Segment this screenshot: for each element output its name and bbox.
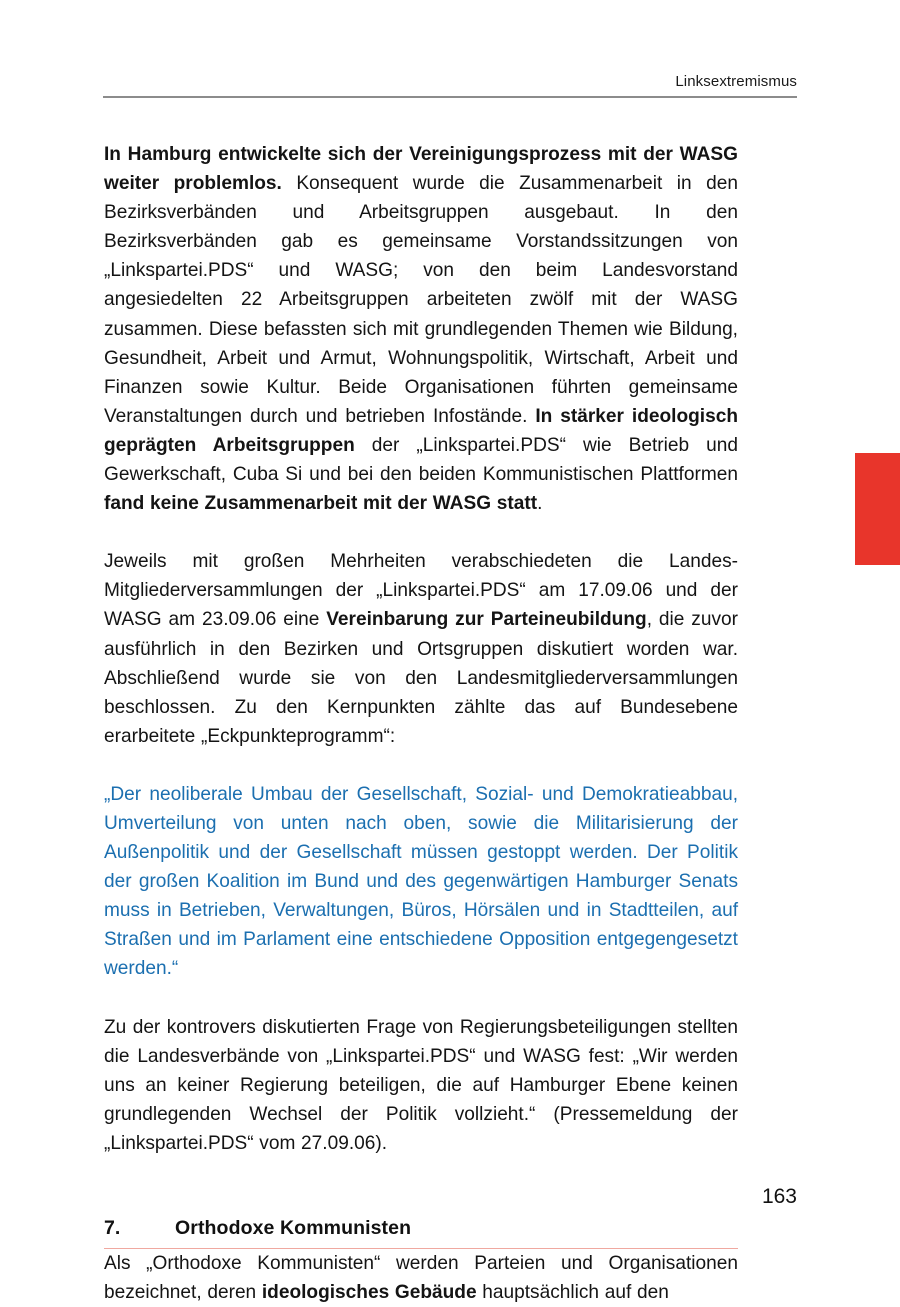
para4-bold-b: ideologisches Gebäude — [261, 1282, 477, 1304]
section-title: Orthodoxe Kommunisten — [175, 1217, 412, 1239]
para2-bold-b: Vereinbarung zur Parteineubildung — [326, 609, 647, 631]
paragraph-orthodoxe-definition — [104, 1249, 738, 1307]
para2-run-a: Jeweils mit großen Mehrheiten verabschiedeten die Landes-Mitgliederversammlungen der „Linkspartei.PDS“ am 17.09.06 und der WASG am 23.09.06 eine — [104, 551, 738, 631]
paragraph-parteineubildung — [104, 547, 738, 751]
section-tab-marker — [855, 453, 900, 565]
lead-bold-run: In Hamburg entwickelte sich der Vereinigungsprozess mit der WASG weiter problemlos. — [104, 144, 738, 195]
paragraph-vereinigungsprozess — [104, 140, 738, 518]
para4-run-c: hauptsächlich auf den — [476, 1282, 669, 1304]
para2-run-c: , die zuvor ausführlich in den Bezirken und Ortsgruppen diskutiert worden war. Abschließend wurde sie von den Landesmitgliederversammlungen beschlossen. Zu den Kernpunkten zählte das auf Bundesebene erarbeitete „Eckpunkteprogramm“: — [104, 609, 738, 747]
blockquote-eckpunkteprogramm: „Der neoliberale Umbau der Gesellschaft, Sozial- und Demokratieabbau, Umverteilung von unten nach oben, sowie die Militarisierung der Außenpolitik und der Gesellschaft müssen gestoppt werden. Der Politik der großen Koalition im Bund und des gegenwärtigen Hamburger Senats muss in Betrieben, Verwaltungen, Büros, Hörsälen und in Stadtteilen, auf Straßen und im Parlament eine entschiedene Opposition entgegengesetzt werden.“ — [104, 783, 738, 980]
para1-run-a: Konsequent wurde die Zusammenarbeit in den Bezirksverbänden und Arbeitsgruppen ausgebaut. In den Bezirksverbänden gab es gemeinsame Vorstandssitzungen von „Linkspartei.PDS“ und WASG; von den beim Landesvorstand angesiedelten 22 Arbeitsgruppen arbeiteten zwölf mit der WASG zusammen. Diese befassten sich mit grundlegenden Themen wie Bildung, Gesundheit, Arbeit und Armut, Wohnungspolitik, Wirtschaft, Arbeit und Finanzen sowie Kultur. Beide Organisationen führten gemeinsame Veranstaltungen durch und betrieben Infostände. — [104, 173, 738, 427]
para1-bold-d: fand keine Zusammenarbeit mit der WASG statt — [104, 493, 538, 515]
section-heading-orthodoxe-kommunisten — [104, 1216, 738, 1249]
header-rule — [103, 96, 797, 98]
para1-run-e: . — [537, 493, 543, 515]
section-number: 7. — [104, 1217, 121, 1239]
para4-run-a: Als „Orthodoxe Kommunisten“ werden Parteien und Organisationen bezeichnet, deren — [104, 1253, 738, 1304]
para1-run-c: der „Linkspartei.PDS“ wie Betrieb und Gewerkschaft, Cuba Si und bei den beiden Kommunistischen Plattformen — [104, 434, 738, 486]
paragraph-regierungsbeteiligungen — [104, 1013, 738, 1158]
para3-run-c: (Pressemeldung der „Linkspartei.PDS“ vom 27.09.06). — [104, 1103, 739, 1154]
text-column — [104, 140, 738, 1307]
para3-run-a: Zu der kontrovers diskutierten Frage von Regierungsbeteiligungen stellten die Landesverbände von „Linkspartei.PDS“ und WASG fest: — [104, 1016, 738, 1067]
para1-bold-b: In stärker ideologisch geprägten Arbeitsgruppen — [104, 405, 738, 456]
page-number: 163 — [761, 1185, 797, 1208]
inline-quote-regierung: „Wir werden uns an keiner Regierung beteiligen, die auf Hamburger Ebene keinen grundlegenden Wechsel der Politik vollzieht.“ — [104, 1045, 738, 1125]
running-head: Linksextremismus — [675, 73, 797, 90]
